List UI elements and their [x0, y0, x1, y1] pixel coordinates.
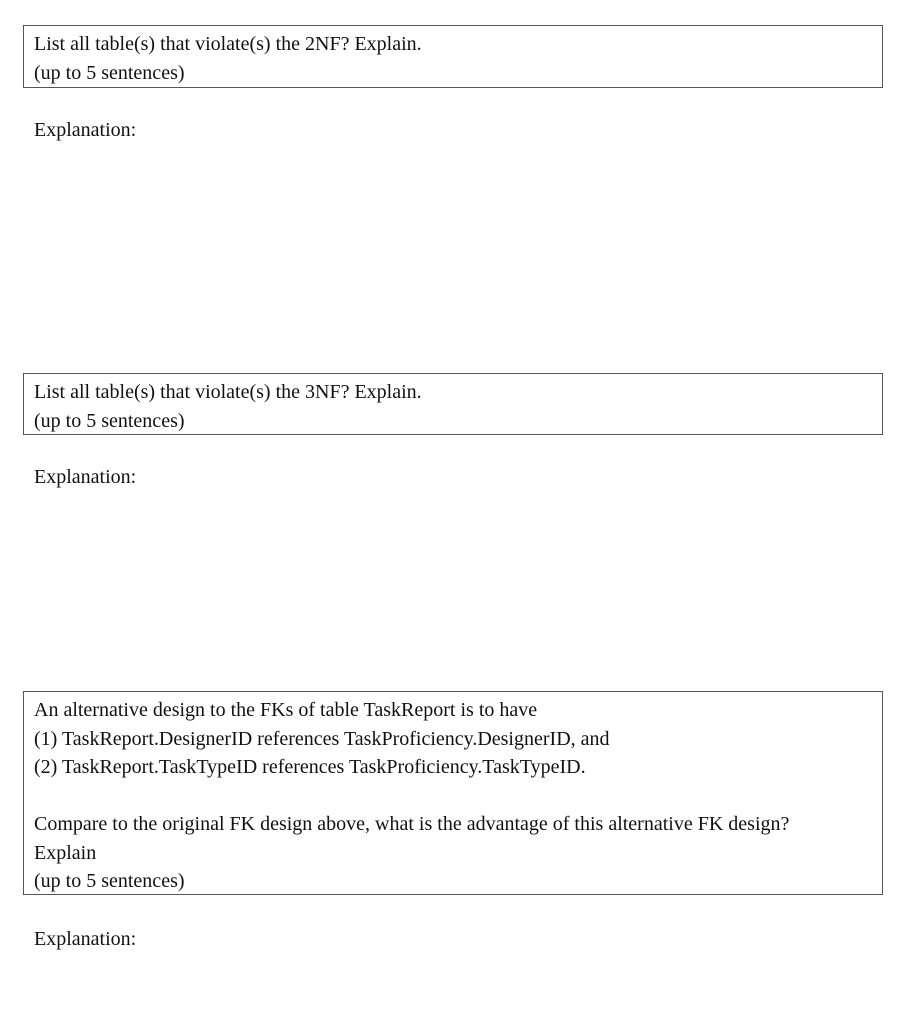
explanation-label: Explanation:: [34, 119, 137, 141]
question-fk-option-1: (1) TaskReport.DesignerID references TaskProficiency.DesignerID, and: [34, 727, 610, 750]
question-fk-option-2: (2) TaskReport.TaskTypeID references TaskProficiency.TaskTypeID.: [34, 756, 586, 778]
question-box-3nf: [23, 373, 883, 435]
question-sentence-limit: (up to 5 sentences): [34, 61, 185, 84]
question-sentence-limit: (up to 5 sentences): [34, 409, 185, 432]
question-explain: Explain: [34, 841, 97, 864]
question-intro: An alternative design to the FKs of table TaskReport is to have: [34, 699, 538, 721]
question-compare: Compare to the original FK design above, what is the advantage of this alternative FK design?: [34, 813, 790, 835]
question-box-fk-design: [23, 691, 883, 895]
blank-line: [34, 782, 872, 811]
question-sentence-limit: (up to 5 sentences): [34, 870, 185, 892]
explanation-label: Explanation:: [34, 928, 137, 950]
explanation-label: Explanation:: [34, 466, 137, 488]
question-text: List all table(s) that violate(s) the 2NF? Explain.: [34, 33, 422, 55]
question-box-2nf: [23, 25, 883, 88]
question-text: List all table(s) that violate(s) the 3NF? Explain.: [34, 381, 422, 403]
